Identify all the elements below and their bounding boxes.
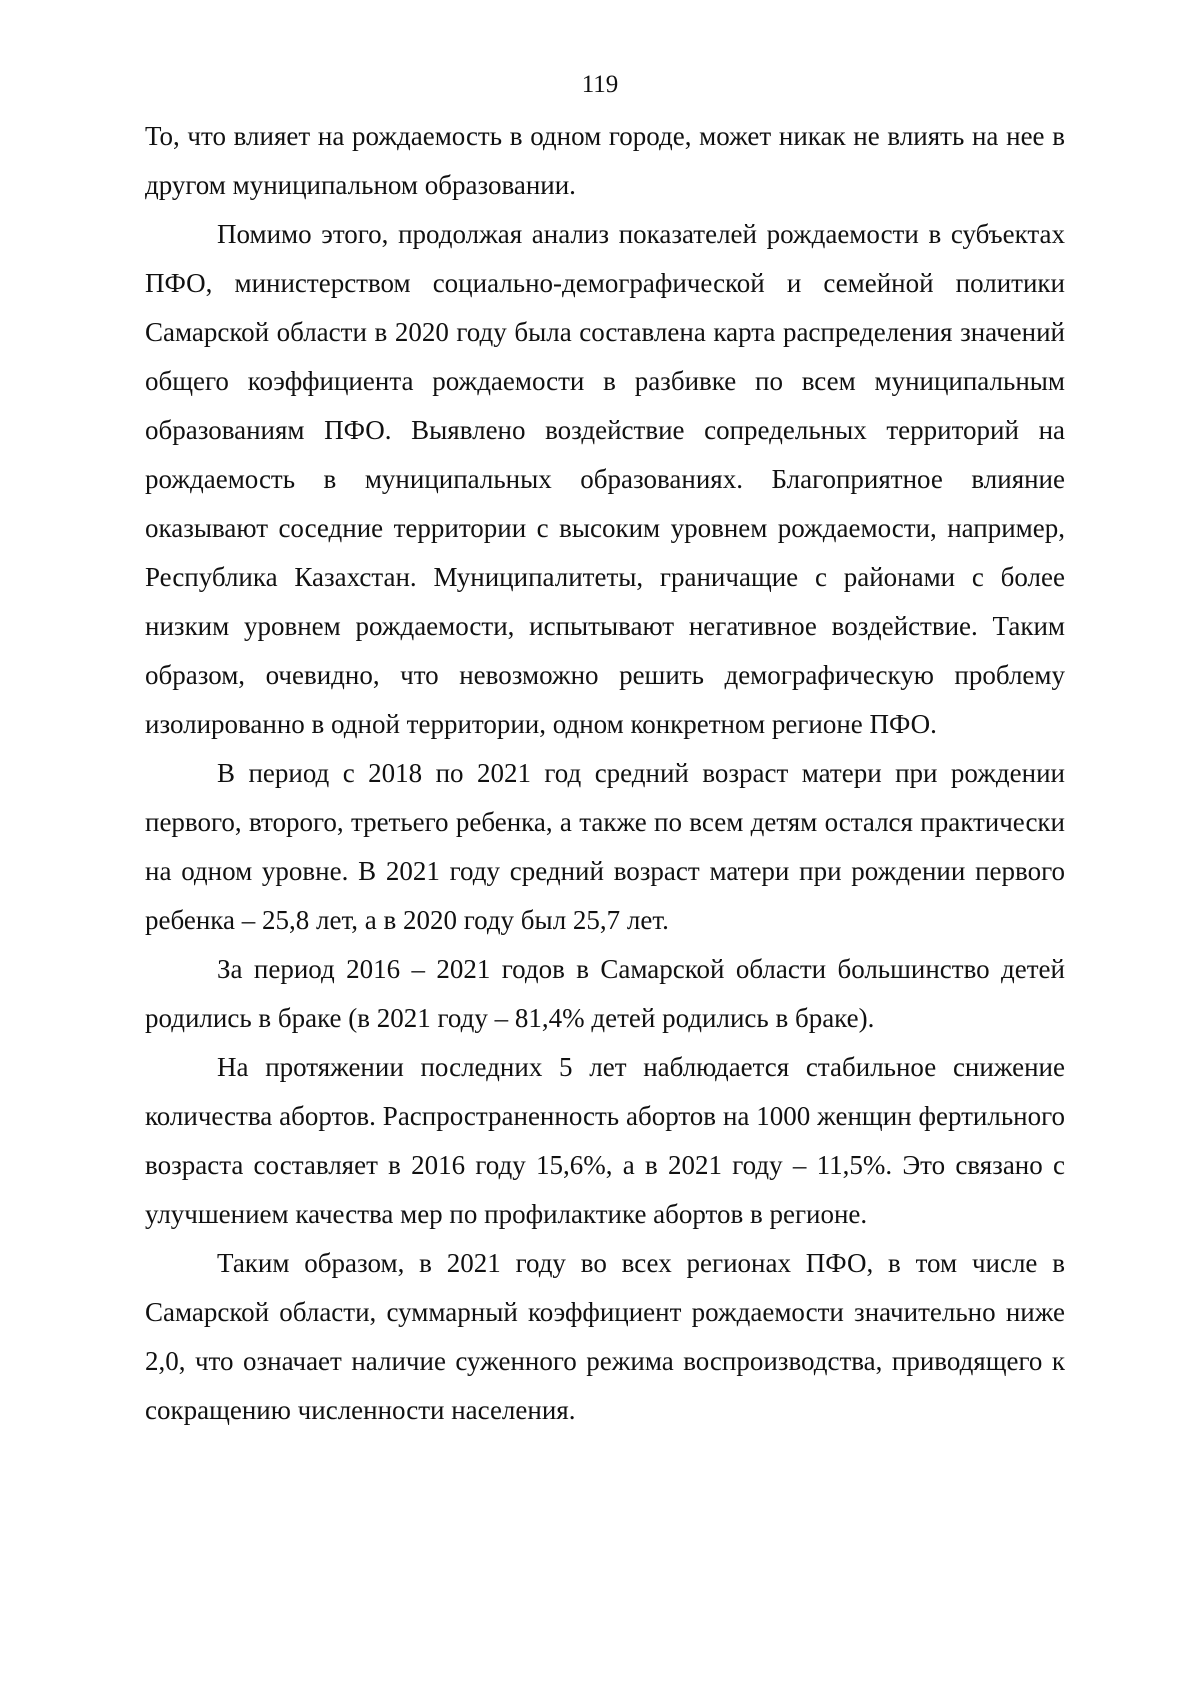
body-text [145, 112, 1065, 1435]
paragraph-6: Таким образом, в 2021 году во всех регионах ПФО, в том числе в Самарской области, суммарный коэффициент рождаемости значительно ниже 2,0, что означает наличие суженного режима воспроизводства, приводящего к сокращению численности населения. [145, 1248, 1065, 1425]
paragraph-1: То, что влияет на рождаемость в одном городе, может никак не влиять на нее в другом муниципальном образовании. [145, 121, 1065, 200]
paragraph-4: За период 2016 – 2021 годов в Самарской области большинство детей родились в браке (в 2021 году – 81,4% детей родились в браке). [145, 954, 1065, 1033]
page-number: 119 [581, 71, 619, 98]
paragraph-3: В период с 2018 по 2021 год средний возраст матери при рождении первого, второго, третьего ребенка, а также по всем детям остался практически на одном уровне. В 2021 году средний возраст матери при рождении первого ребенка – 25,8 лет, а в 2020 году был 25,7 лет. [145, 758, 1065, 935]
paragraph-5: На протяжении последних 5 лет наблюдается стабильное снижение количества абортов. Распространенность абортов на 1000 женщин фертильного возраста составляет в 2016 году 15,6%, а в 2021 году – 11,5%. Это связано с улучшением качества мер по профилактике абортов в регионе. [145, 1052, 1065, 1229]
paragraph-2: Помимо этого, продолжая анализ показателей рождаемости в субъектах ПФО, министерством социально-демографической и семейной политики Самарской области в 2020 году была составлена карта распределения значений общего коэффициента рождаемости в разбивке по всем муниципальным образованиям ПФО. Выявлено воздействие сопредельных территорий на рождаемость в муниципальных образованиях. Благоприятное влияние оказывают соседние территории с высоким уровнем рождаемости, например, Республика Казахстан. Муниципалитеты, граничащие с районами с более низким уровнем рождаемости, испытывают негативное воздействие. Таким образом, очевидно, что невозможно решить демографическую проблему изолированно в одной территории, одном конкретном регионе ПФО. [145, 219, 1065, 739]
